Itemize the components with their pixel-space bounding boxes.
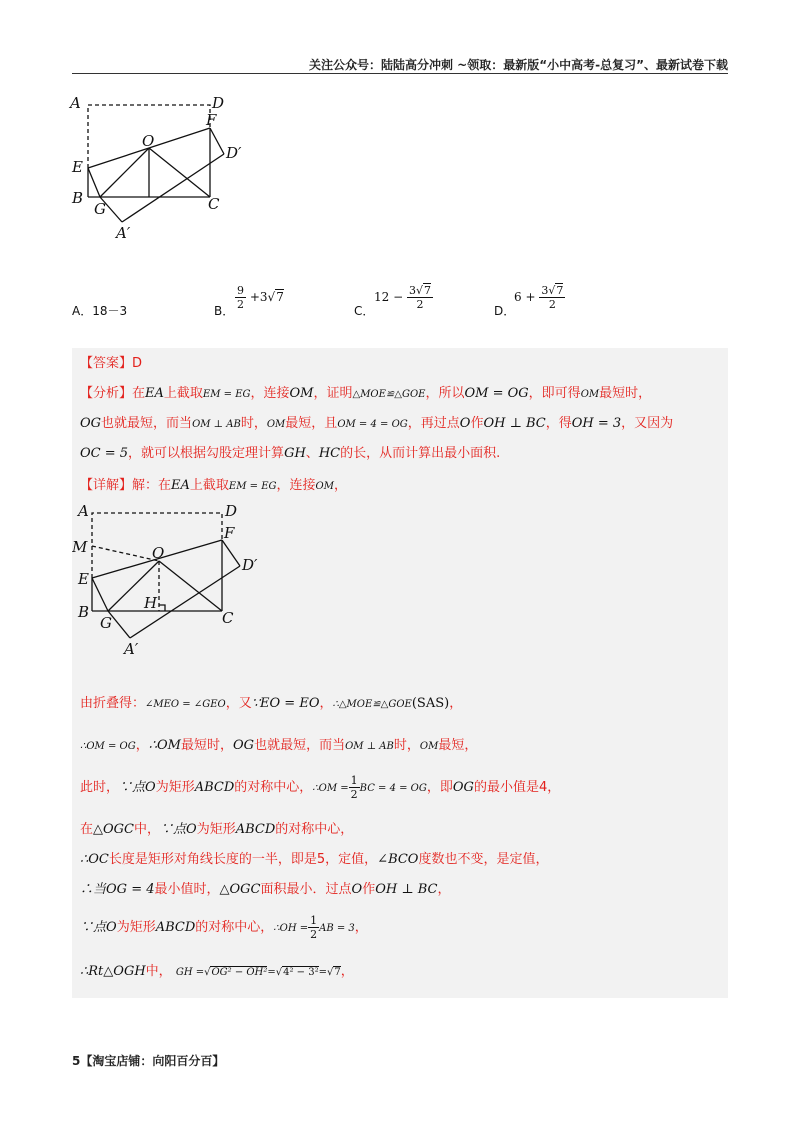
label-O: O [142, 132, 155, 150]
label-M: M [72, 538, 88, 556]
choice-a: A．18－3 [72, 304, 128, 318]
label-Aprime: A′ [116, 224, 131, 242]
choice-c-expr: 12 − $\frac{3√7}{2}$ [374, 284, 431, 311]
analysis-line-1: 【分析】在EA上截取EM = EG，连接OM，证明△MOE≌△GOE，所以OM = OG，即可得OM最短时， [80, 386, 652, 401]
step-line-8: ∴Rt△OGH中， GH =√OG² − OH²=√4² − 3²=√7， [80, 964, 354, 979]
label-F: F [224, 524, 235, 542]
step-line-5: ∴OC长度是矩形对角线长度的一半，即是5，定值，∠BCO度数也不变，是定值， [80, 852, 549, 867]
step-line-1: 由折叠得：∠MEO = ∠GEO，又∵EO = EO，∴△MOE≌△GOE(SAS)， [80, 696, 463, 711]
label-E: E [72, 158, 83, 176]
label-F: F [206, 111, 217, 129]
answer-line: 【答案】D [80, 356, 143, 371]
label-O: O [152, 544, 165, 562]
label-Aprime: A′ [124, 640, 139, 658]
page-header: 关注公众号：陆陆高分冲刺 ~领取：最新版“小中高考-总复习”、最新试卷下载 [309, 58, 728, 72]
label-C: C [208, 195, 220, 213]
step-line-3: 此时，∵点O为矩形ABCD的对称中心，∴OM = $\frac{1}{2}$ BC = 4 = OG，即OG的最小值是4， [80, 774, 561, 801]
step-line-2: ∴OM = OG，∴OM最短时，OG也就最短，而当OM ⊥ AB时，OM最短， [80, 738, 478, 753]
choice-d-label: D． [494, 304, 516, 318]
choice-d-expr: 6 + $\frac{3√7}{2}$ [514, 284, 564, 311]
choice-b-expr: $\frac{9}{2}$ +3√7 [237, 284, 284, 311]
step-line-4: 在△OGC中，∵点O为矩形ABCD的对称中心， [80, 822, 354, 837]
label-G: G [94, 200, 106, 218]
header-rule [72, 73, 728, 74]
label-Dprime: D′ [242, 556, 258, 574]
label-B: B [78, 603, 90, 621]
answer-choices [72, 284, 728, 324]
page-footer: 5【淘宝店铺：向阳百分百】 [72, 1054, 225, 1068]
solution-panel [72, 348, 728, 998]
step-line-6: ∴当OG = 4最小值时，△OGC面积最小．过点O作OH ⊥ BC， [80, 882, 451, 897]
detail-line-1: 【详解】解：在EA上截取EM = EG，连接OM， [80, 478, 347, 493]
step-line-7: ∵点O为矩形ABCD的对称中心，∴OH = $\frac{1}{2}$ AB = 3， [80, 914, 368, 941]
label-Dprime: D′ [226, 144, 242, 162]
choice-c-label: C． [354, 304, 375, 318]
label-A: A [78, 502, 89, 520]
analysis-line-2: OG也就最短，而当OM ⊥ AB时，OM最短，且OM = 4 = OG，再过点O作OH ⊥ BC，得OH = 3，又因为 [80, 416, 674, 431]
label-C: C [222, 609, 234, 627]
label-D: D [212, 94, 225, 112]
analysis-line-3: OC = 5，就可以根据勾股定理计算GH、HC的长，从而计算出最小面积. [80, 446, 501, 461]
label-G: G [100, 614, 112, 632]
choice-b-label: B． [214, 304, 235, 318]
label-E: E [78, 570, 89, 588]
label-B: B [72, 189, 84, 207]
label-D: D [225, 502, 238, 520]
label-H: H [144, 594, 158, 612]
geometry-figure-2 [72, 498, 272, 658]
geometry-figure-1 [60, 90, 260, 250]
label-A: A [70, 94, 81, 112]
